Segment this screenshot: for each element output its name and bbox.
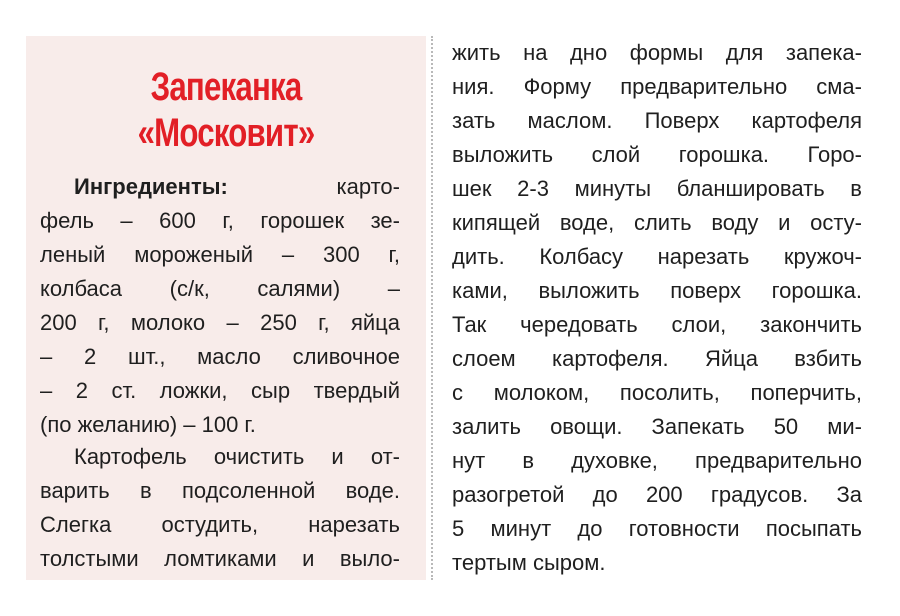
method-line: кипящей воде, слить воду и осту- xyxy=(452,210,862,235)
ingredients-line: 200 г, молоко – 250 г, яйца xyxy=(40,310,400,335)
ingredients-line: – 2 ст. ложки, сыр твердый xyxy=(40,378,400,403)
ingredients-line-tail: карто- xyxy=(336,174,400,199)
method-line: жить на дно формы для запека- xyxy=(452,40,862,65)
method-line: шек 2-3 минуты бланшировать в xyxy=(452,176,862,201)
method-line: толстыми ломтиками и выло- xyxy=(40,546,400,571)
method-line: с молоком, посолить, поперчить, xyxy=(452,380,862,405)
method-line: Так чередовать слои, закончить xyxy=(452,312,862,337)
column-divider xyxy=(431,36,433,580)
method-line: ками, выложить поверх горошка. xyxy=(452,278,862,303)
ingredients-line: – 2 шт., масло сливочное xyxy=(40,344,400,369)
ingredients-line: колбаса (с/к, салями) – xyxy=(40,276,400,301)
ingredients-line: фель – 600 г, горошек зе- xyxy=(40,208,400,233)
method-line: 5 минут до готовности посыпать xyxy=(452,516,862,541)
ingredients-line: (по желанию) – 100 г. xyxy=(40,412,256,437)
method-line: Картофель очистить и от- xyxy=(74,444,400,469)
method-line: Слегка остудить, нарезать xyxy=(40,512,400,537)
method-line: варить в подсоленной воде. xyxy=(40,478,400,503)
recipe-title xyxy=(70,64,382,156)
ingredients-first-line xyxy=(40,170,400,204)
ingredients-heading: Ингредиенты: xyxy=(74,174,228,199)
method-line: выложить слой горошка. Горо- xyxy=(452,142,862,167)
method-line: ния. Форму предварительно сма- xyxy=(452,74,862,99)
method-line: разогретой до 200 градусов. За xyxy=(452,482,862,507)
method-line: зать маслом. Поверх картофеля xyxy=(452,108,862,133)
method-line: тертым сыром. xyxy=(452,550,606,575)
method-line: нут в духовке, предварительно xyxy=(452,448,862,473)
recipe-title-line-1: Запеканка xyxy=(150,65,302,109)
method-right-block xyxy=(452,36,862,580)
method-left-block xyxy=(40,440,400,576)
ingredients-block xyxy=(40,170,400,442)
method-line: дить. Колбасу нарезать кружоч- xyxy=(452,244,862,269)
method-line: залить овощи. Запекать 50 ми- xyxy=(452,414,862,439)
ingredients-line: леный мороженый – 300 г, xyxy=(40,242,400,267)
recipe-title-line-2: «Московит» xyxy=(137,111,315,155)
method-line: слоем картофеля. Яйца взбить xyxy=(452,346,862,371)
